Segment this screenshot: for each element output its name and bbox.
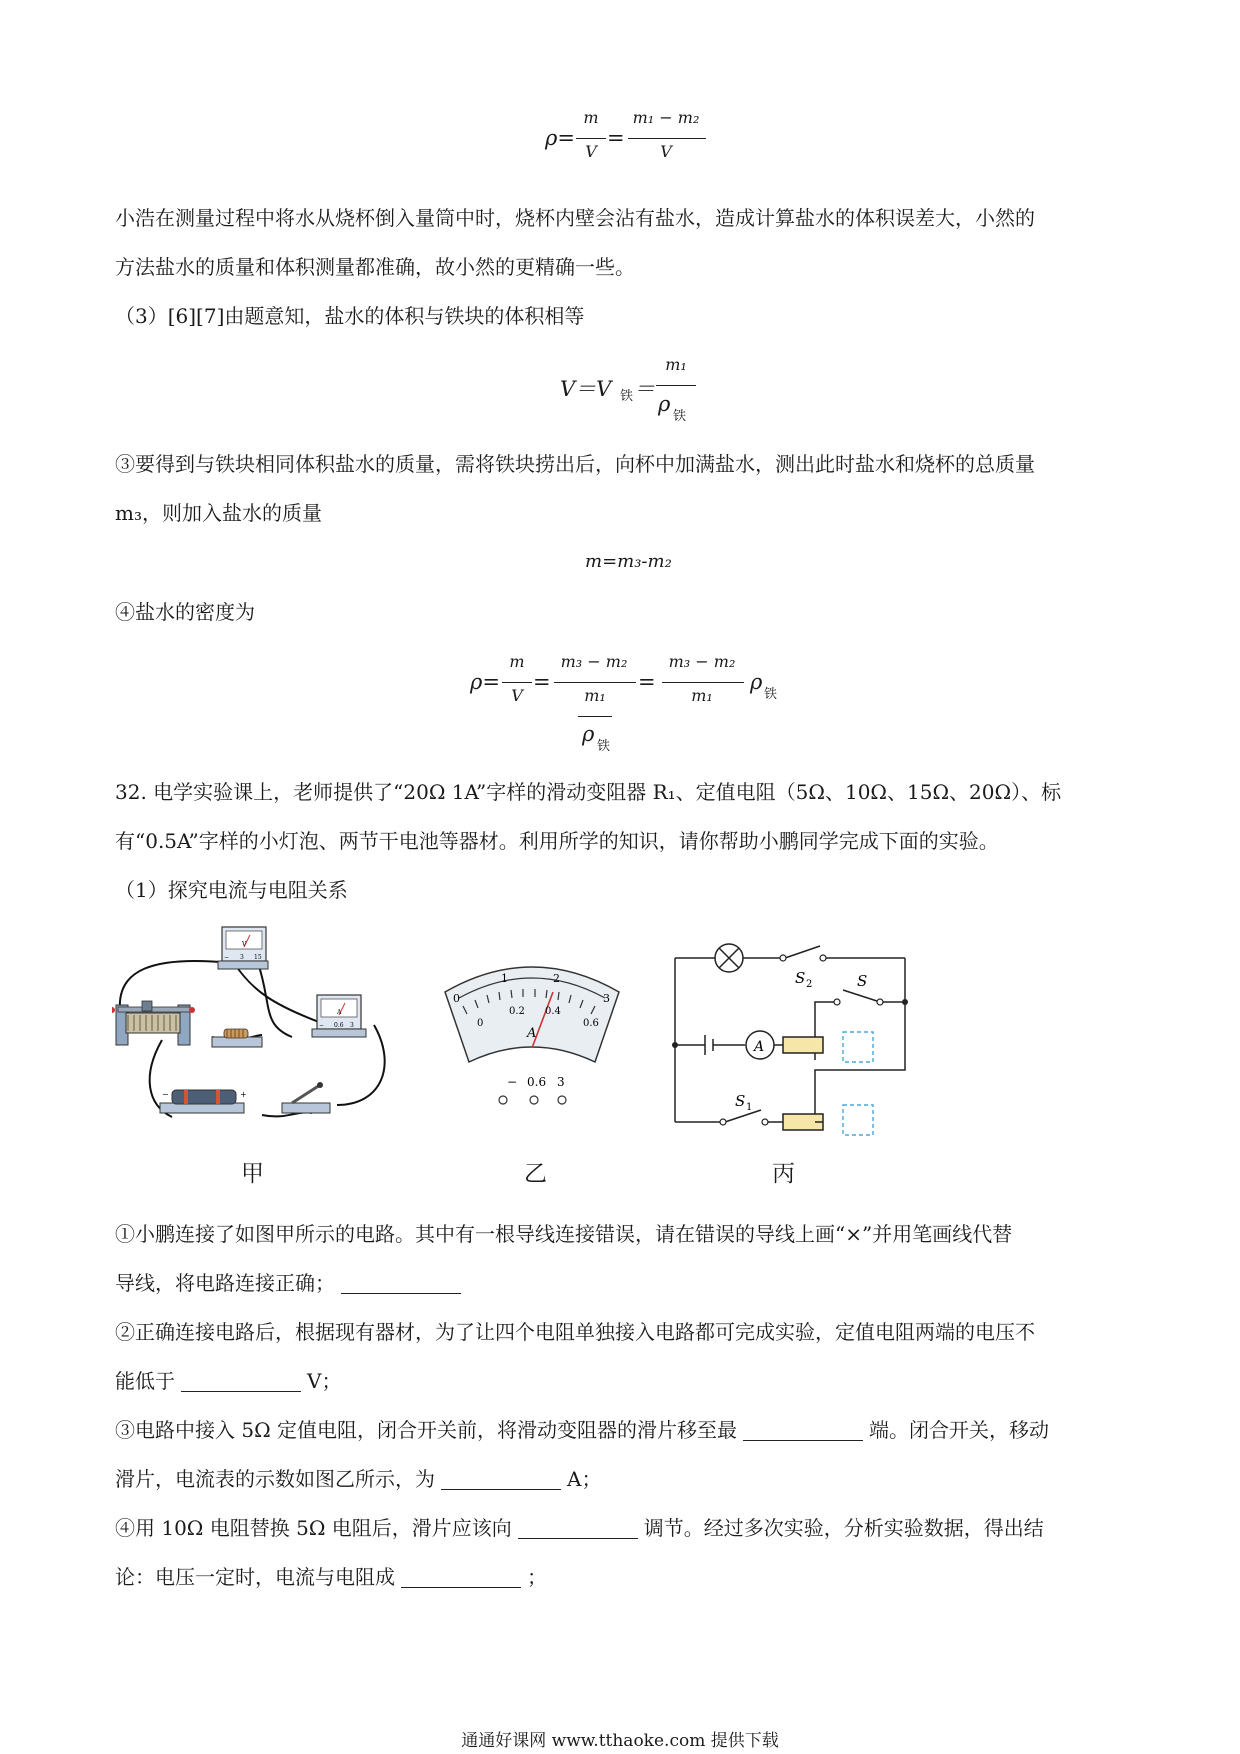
subscript: 铁 (764, 687, 778, 702)
voltmeter-unit: V (242, 941, 247, 948)
answer-blank[interactable] (743, 1420, 863, 1441)
line-part: 论：电压一定时，电流与电阻成 (115, 1565, 395, 1589)
answer-blank[interactable] (441, 1469, 561, 1490)
figure-caption-yi: 乙 (524, 1161, 547, 1187)
ammeter-label: A (754, 1039, 765, 1055)
frac-bar (554, 682, 636, 683)
line-part: 调节。经过多次实验，分析实验数据，得出结 (643, 1516, 1044, 1540)
line: m₃，则加入盐水的质量 (115, 501, 322, 525)
answer-blank[interactable] (401, 1567, 521, 1588)
formula-lhs: V＝V (560, 377, 612, 401)
question-32 (115, 768, 1125, 866)
line: ①小鹏连接了如图甲所示的电路。其中有一根导线连接错误，请在错误的导线上画“×”并用笔画线代替 (115, 1222, 1013, 1246)
formula-eq: = (533, 670, 551, 694)
line-part: 能低于 (115, 1369, 175, 1393)
line: 有“0.5A”字样的小灯泡、两节干电池等器材。利用所学的知识，请你帮助小鹏同学完成下面的实验。 (115, 829, 999, 853)
subscript: 铁 (673, 409, 687, 424)
dial-tick-label: 0 (453, 992, 460, 1005)
frac-num: m (509, 652, 525, 671)
label-s: S (857, 972, 868, 990)
dial-terminal-label: 3 (557, 1075, 565, 1089)
figure-yi-ammeter-dial (437, 962, 627, 1112)
line-part: 端。闭合开关，移动 (869, 1418, 1050, 1442)
label-s1: S (735, 1092, 746, 1110)
frac-num: m₁ (665, 355, 687, 374)
frac-bar (656, 385, 696, 386)
frac-num: m₁ − m₂ (632, 108, 700, 127)
line: ②正确连接电路后，根据现有器材，为了让四个电阻单独接入电路都可完成实验，定值电阻两端的电压不 (115, 1320, 1035, 1344)
item-3 (115, 1406, 1125, 1504)
frac-den: V (660, 142, 672, 161)
rheostat-icon (112, 1001, 195, 1045)
dial-terminal-label: 0.6 (527, 1075, 547, 1089)
paragraph: （3）[6][7]由题意知，盐水的体积与铁块的体积相等 (115, 304, 585, 328)
question-32-part1: （1）探究电流与电阻关系 (115, 878, 348, 902)
switch-icon (282, 1082, 330, 1113)
answer-blank[interactable] (341, 1273, 461, 1294)
answer-blank[interactable] (518, 1518, 638, 1539)
formula-eq: = (607, 126, 625, 150)
frac-num: m₃ − m₂ (668, 652, 736, 671)
ammeter-terminal: − (319, 1022, 325, 1029)
voltmeter-terminal: − (224, 954, 230, 961)
line-part: V； (307, 1369, 342, 1393)
formula-lhs: ρ= (545, 126, 575, 150)
formula-eq: = (638, 670, 656, 694)
frac-den: V (585, 142, 597, 161)
dial-tick-label: 0 (477, 1018, 484, 1029)
dial-unit: A (527, 1026, 537, 1041)
frac-den: ρ (658, 392, 671, 416)
frac-den: V (511, 686, 523, 705)
dial-tick-label: 2 (553, 972, 560, 985)
label-s2: S (795, 969, 806, 987)
formula-eq: ＝ (634, 377, 655, 401)
line: ③要得到与铁块相同体积盐水的质量，需将铁块捞出后，向杯中加满盐水，测出此时盐水和烧杯的总质量 (115, 452, 1035, 476)
line-part: A； (567, 1467, 602, 1491)
dial-terminal-label: − (507, 1075, 518, 1089)
item-1 (115, 1210, 1125, 1308)
frac-bar (578, 716, 612, 717)
battery-icon (160, 1090, 247, 1113)
battery-sign: + (240, 1090, 247, 1099)
dial-tick-label: 3 (603, 992, 610, 1005)
label-s1-sub: 1 (746, 1102, 753, 1113)
frac-bar (502, 682, 532, 683)
item-4 (115, 1504, 1125, 1602)
formula-lhs: ρ= (470, 670, 500, 694)
line-part: ③电路中接入 5Ω 定值电阻，闭合开关前，将滑动变阻器的滑片移至最 (115, 1418, 738, 1442)
frac-num: m₃ − m₂ (560, 652, 628, 671)
line: 小浩在测量过程中将水从烧杯倒入量筒中时，烧杯内壁会沾有盐水，造成计算盐水的体积误差大，小然的 (115, 206, 1035, 230)
formula-mass: m=m₃-m₂ (585, 551, 672, 572)
answer-blank[interactable] (181, 1371, 301, 1392)
frac-den-den: ρ (582, 722, 595, 746)
figure-jia-circuit (112, 925, 402, 1145)
dial-tick-label: 0.2 (509, 1006, 525, 1017)
frac-bar (576, 138, 606, 139)
frac-den-num: m₁ (584, 686, 606, 705)
subscript: 铁 (597, 739, 611, 754)
frac-bar (628, 138, 706, 139)
subscript: 铁 (620, 389, 634, 404)
ammeter-terminal: 0.6 (334, 1022, 344, 1029)
dial-tick-label: 0.6 (583, 1018, 599, 1029)
dial-tick-label: 0.4 (545, 1006, 561, 1017)
paragraph: ④盐水的密度为 (115, 600, 255, 624)
page-footer: 通通好课网 www.tthaoke.com 提供下载 (461, 1731, 779, 1751)
line-part: ； (527, 1565, 547, 1589)
item-2 (115, 1308, 1125, 1406)
ammeter-terminal: 3 (350, 1022, 354, 1029)
frac-bar (662, 682, 744, 683)
dial-tick-label: 1 (501, 972, 508, 985)
frac-num: m (583, 108, 599, 127)
figure-caption-bing: 丙 (772, 1161, 795, 1187)
paragraph (115, 194, 1125, 292)
voltmeter-terminal: 3 (240, 954, 244, 961)
line: 导线，将电路连接正确； (115, 1271, 335, 1295)
line-part: ④用 10Ω 电阻替换 5Ω 电阻后，滑片应该向 (115, 1516, 512, 1540)
paragraph (115, 440, 1125, 538)
line-part: 滑片，电流表的示数如图乙所示，为 (115, 1467, 435, 1491)
figure-caption-jia: 甲 (241, 1161, 264, 1187)
frac-den: m₁ (691, 686, 713, 705)
line: 方法盐水的质量和体积测量都准确，故小然的更精确一些。 (115, 255, 635, 279)
line: 32. 电学实验课上，老师提供了“20Ω 1A”字样的滑动变阻器 R₁、定值电阻（5Ω、10Ω、15Ω、20Ω）、标 (115, 780, 1062, 804)
formula-tail: ρ (750, 670, 763, 694)
resistor-icon (212, 1029, 262, 1047)
battery-sign: − (162, 1090, 169, 1099)
ammeter-unit: A (337, 1009, 342, 1016)
figure-bing-circuit-diagram (665, 940, 915, 1140)
voltmeter-terminal: 15 (254, 954, 262, 961)
label-s2-sub: 2 (806, 979, 813, 990)
